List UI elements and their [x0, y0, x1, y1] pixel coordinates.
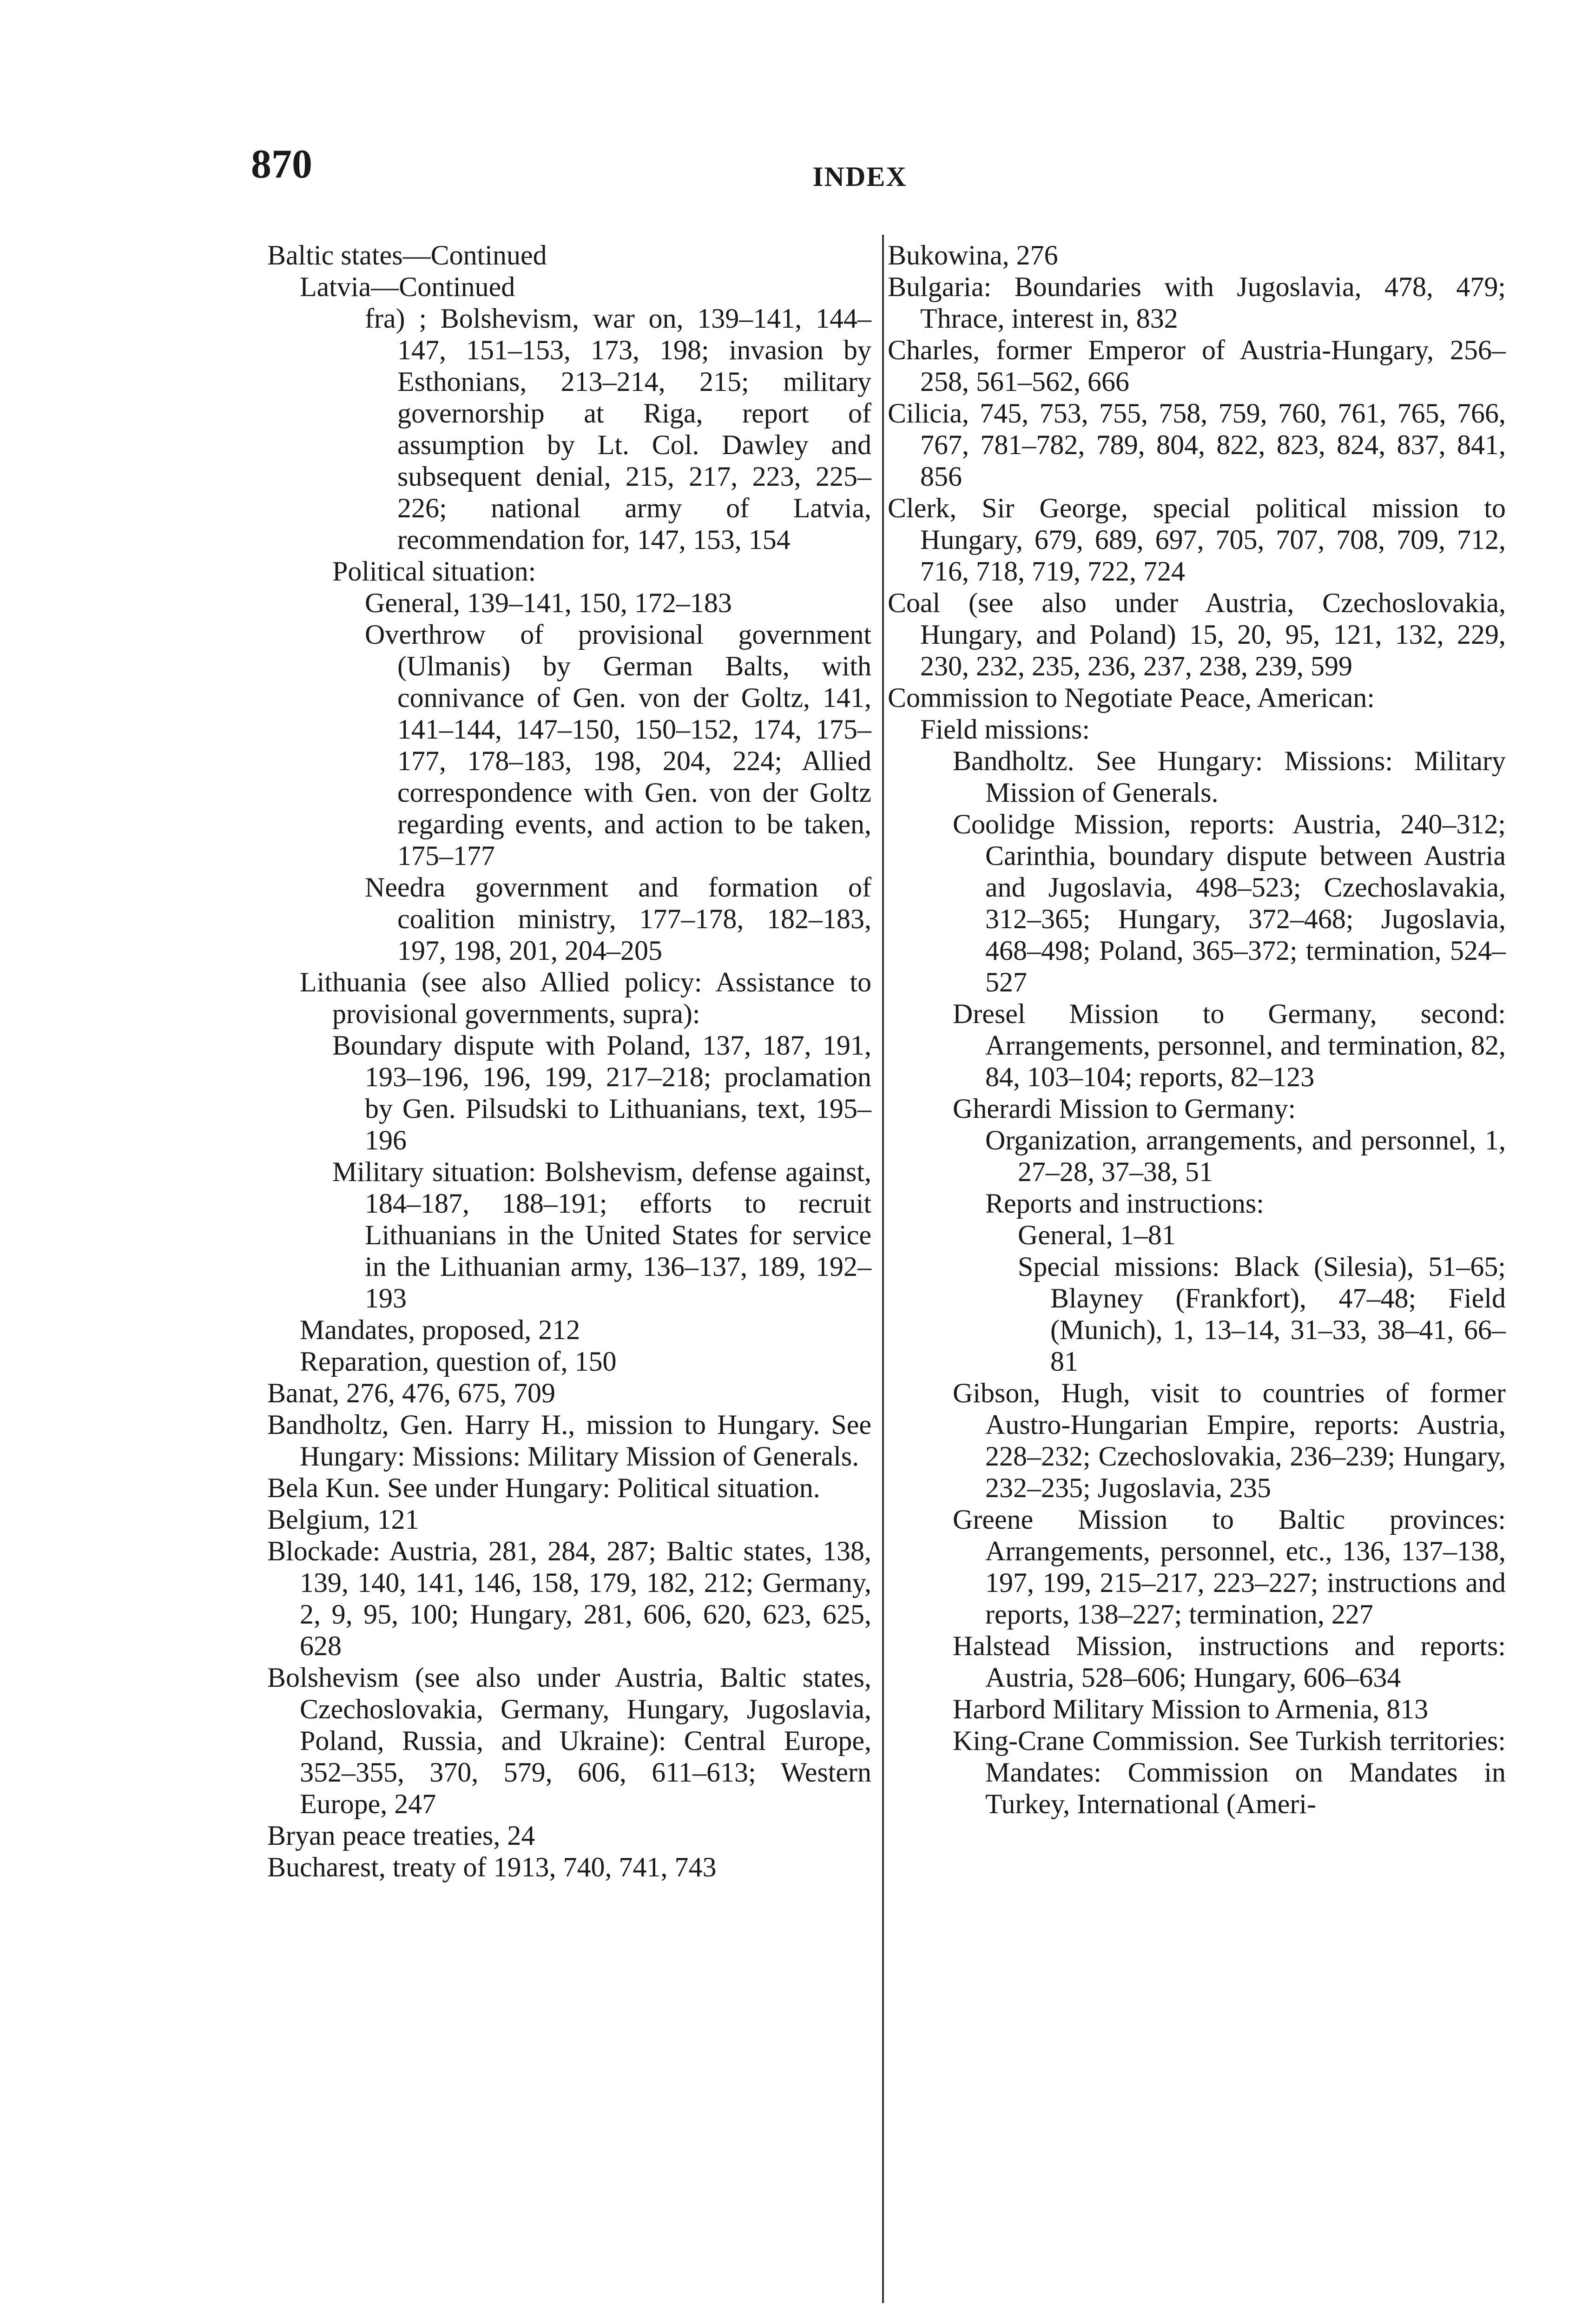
index-entry: Bryan peace treaties, 24	[267, 1820, 535, 1851]
index-entry: Reparation, question of, 150	[300, 1346, 617, 1377]
index-column-right	[888, 239, 1506, 1820]
index-entry: Dresel Mission to Germany, second: Arrangements, personnel, and termination, 82, 84, 103–104; reports, 82–123	[953, 998, 1506, 1092]
index-entry: Boundary dispute with Poland, 137, 187, 191, 193–196, 196, 199, 217–218; proclamation by Gen. Pilsudski to Lithuanians, text, 195–196	[332, 1030, 871, 1155]
index-entry: Bela Kun. See under Hungary: Political situation.	[267, 1472, 820, 1503]
index-entry: Blockade: Austria, 281, 284, 287; Baltic states, 138, 139, 140, 141, 146, 158, 179, 182, 212; Germany, 2, 9, 95, 100; Hungary, 281, 606, 620, 623, 625, 628	[267, 1536, 871, 1661]
index-entry: Overthrow of provisional government (Ulmanis) by German Balts, with connivance of Gen. von der Goltz, 141, 141–144, 147–150, 150–152, 174, 175–177, 178–183, 198, 204, 224; Allied correspondence with Gen. von der Goltz regarding events, and action to be taken, 175–177	[365, 619, 871, 871]
index-entry: Clerk, Sir George, special political mission to Hungary, 679, 689, 697, 705, 707, 708, 709, 712, 716, 718, 719, 722, 724	[888, 493, 1506, 587]
index-entry: Political situation:	[332, 556, 536, 587]
index-entry: Belgium, 121	[267, 1504, 419, 1535]
index-entry: Gherardi Mission to Germany:	[953, 1093, 1296, 1124]
index-entry: Bulgaria: Boundaries with Jugoslavia, 478, 479; Thrace, interest in, 832	[888, 271, 1506, 334]
index-entry: Reports and instructions:	[985, 1188, 1264, 1219]
index-entry: Field missions:	[920, 714, 1090, 745]
index-entry: Bandholtz. See Hungary: Missions: Military Mission of Generals.	[953, 746, 1506, 808]
index-entry: Commission to Negotiate Peace, American:	[888, 682, 1375, 713]
index-entry: General, 1–81	[1018, 1220, 1176, 1250]
index-entry: Cilicia, 745, 753, 755, 758, 759, 760, 761, 765, 766, 767, 781–782, 789, 804, 822, 823, 824, 837, 841, 856	[888, 398, 1506, 492]
index-entry: fra) ; Bolshevism, war on, 139–141, 144–147, 151–153, 173, 198; invasion by Esthonians, 213–214, 215; military governorship at Riga, report of assumption by Lt. Col. Dawley and subsequent denial, 215, 217, 223, 225–226; national army of Latvia, recommendation for, 147, 153, 154	[365, 303, 871, 555]
index-entry: Bukowina, 276	[888, 240, 1058, 271]
index-entry: Coal (see also under Austria, Czechoslovakia, Hungary, and Poland) 15, 20, 95, 121, 132, 229, 230, 232, 235, 236, 237, 238, 239, 599	[888, 588, 1506, 681]
index-entry: Military situation: Bolshevism, defense against, 184–187, 188–191; efforts to recruit Lithuanians in the United States for service in the Lithuanian army, 136–137, 189, 192–193	[332, 1156, 871, 1314]
index-entry: Charles, former Emperor of Austria-Hungary, 256–258, 561–562, 666	[888, 335, 1506, 397]
index-entry: Gibson, Hugh, visit to countries of former Austro-Hungarian Empire, reports: Austria, 228–232; Czechoslovakia, 236–239; Hungary, 232–235; Jugoslavia, 235	[953, 1378, 1506, 1503]
index-entry: Halstead Mission, instructions and reports: Austria, 528–606; Hungary, 606–634	[953, 1631, 1506, 1693]
index-entry: Organization, arrangements, and personnel, 1, 27–28, 37–38, 51	[985, 1125, 1506, 1187]
index-entry: Greene Mission to Baltic provinces: Arrangements, personnel, etc., 136, 137–138, 197, 199, 215–217, 223–227; instructions and reports, 138–227; termination, 227	[953, 1504, 1506, 1630]
index-entry: Harbord Military Mission to Armenia, 813	[953, 1694, 1429, 1724]
page-number: 870	[251, 142, 312, 187]
column-divider	[882, 235, 884, 2303]
running-head: INDEX	[812, 161, 907, 192]
index-entry: Lithuania (see also Allied policy: Assistance to provisional governments, supra):	[300, 967, 871, 1029]
index-entry: King-Crane Commission. See Turkish territories: Mandates: Commission on Mandates in Turkey, International (Ameri-	[953, 1725, 1506, 1819]
index-column-left	[267, 239, 871, 1883]
index-entry: Latvia—Continued	[300, 271, 515, 302]
index-entry: Special missions: Black (Silesia), 51–65; Blayney (Frankfort), 47–48; Field (Munich), 1, 13–14, 31–33, 38–41, 66–81	[1018, 1251, 1506, 1377]
index-entry: Baltic states—Continued	[267, 240, 547, 271]
index-entry: Bucharest, treaty of 1913, 740, 741, 743	[267, 1852, 717, 1882]
index-entry: Bandholtz, Gen. Harry H., mission to Hungary. See Hungary: Missions: Military Mission of Generals.	[267, 1409, 871, 1472]
index-entry: General, 139–141, 150, 172–183	[365, 588, 732, 618]
index-entry: Coolidge Mission, reports: Austria, 240–312; Carinthia, boundary dispute between Austria and Jugoslavia, 498–523; Czechoslavakia, 312–365; Hungary, 372–468; Jugoslavia, 468–498; Poland, 365–372; termination, 524–527	[953, 809, 1506, 997]
index-entry: Bolshevism (see also under Austria, Baltic states, Czechoslovakia, Germany, Hungary, Jugoslavia, Poland, Russia, and Ukraine): Central Europe, 352–355, 370, 579, 606, 611–613; Western Europe, 247	[267, 1662, 871, 1819]
index-entry: Mandates, proposed, 212	[300, 1314, 580, 1345]
index-entry: Needra government and formation of coalition ministry, 177–178, 182–183, 197, 198, 201, 204–205	[365, 872, 871, 966]
index-entry: Banat, 276, 476, 675, 709	[267, 1378, 555, 1408]
